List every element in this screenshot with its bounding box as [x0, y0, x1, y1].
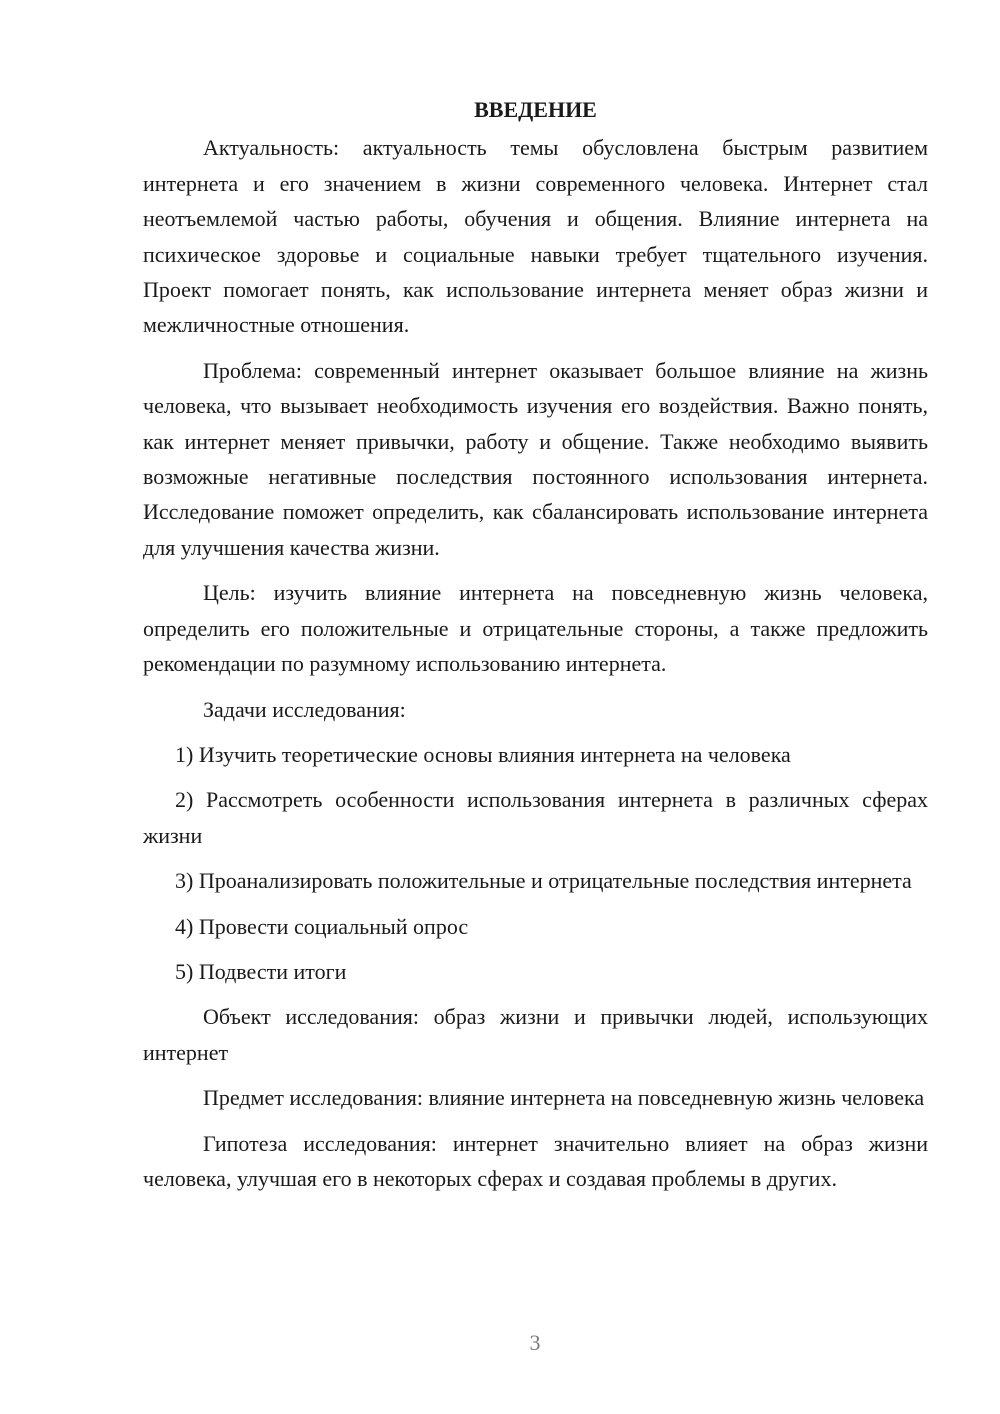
task-item: 4) Провести социальный опрос [175, 913, 469, 939]
page-title: ВВЕДЕНИЕ [474, 97, 597, 122]
task-item: 1) Изучить теоретические основы влияния интернета на человека [175, 741, 791, 767]
subject-paragraph: Предмет исследования: влияние интернета на повседневную жизнь человека [203, 1085, 925, 1111]
hypothesis-paragraph: Гипотеза исследования: интернет значительно влияет на образ жизни человека, улучшая его в некоторых сферах и создавая проблемы в других. [143, 1130, 928, 1191]
task-item: 5) Подвести итоги [175, 958, 347, 984]
object-paragraph: Объект исследования: образ жизни и привычки людей, использующих интернет [143, 1004, 928, 1065]
tasks-heading: Задачи исследования: [203, 696, 406, 722]
relevance-paragraph: Актуальность: актуальность темы обусловлена быстрым развитием интернета и его значением в жизни современного человека. Интернет стал неотъемлемой частью работы, обучения и общения. Влияние интернета на психическое здоровье и социальные навыки требует тщательного изучения. Проект помогает понять, как использование интернета меняет образ жизни и межличностные отношения. [143, 135, 928, 338]
goal-paragraph: Цель: изучить влияние интернета на повседневную жизнь человека, определить его положительные и отрицательные стороны, а также предложить рекомендации по разумному использованию интернета. [143, 580, 928, 677]
task-item: 2) Рассмотреть особенности использования интернета в различных сферах жизни [143, 787, 928, 848]
document-page [143, 92, 928, 1206]
problem-paragraph: Проблема: современный интернет оказывает большое влияние на жизнь человека, что вызывает необходимость изучения его воздействия. Важно понять, как интернет меняет привычки, работу и общение. Также необходимо выявить возможные негативные последствия постоянного использования интернета. Исследование поможет определить, как сбалансировать использование интернета для улучшения качества жизни. [143, 357, 928, 560]
task-item: 3) Проанализировать положительные и отрицательные последствия интернета [175, 868, 912, 894]
page-number: 3 [529, 1330, 541, 1355]
